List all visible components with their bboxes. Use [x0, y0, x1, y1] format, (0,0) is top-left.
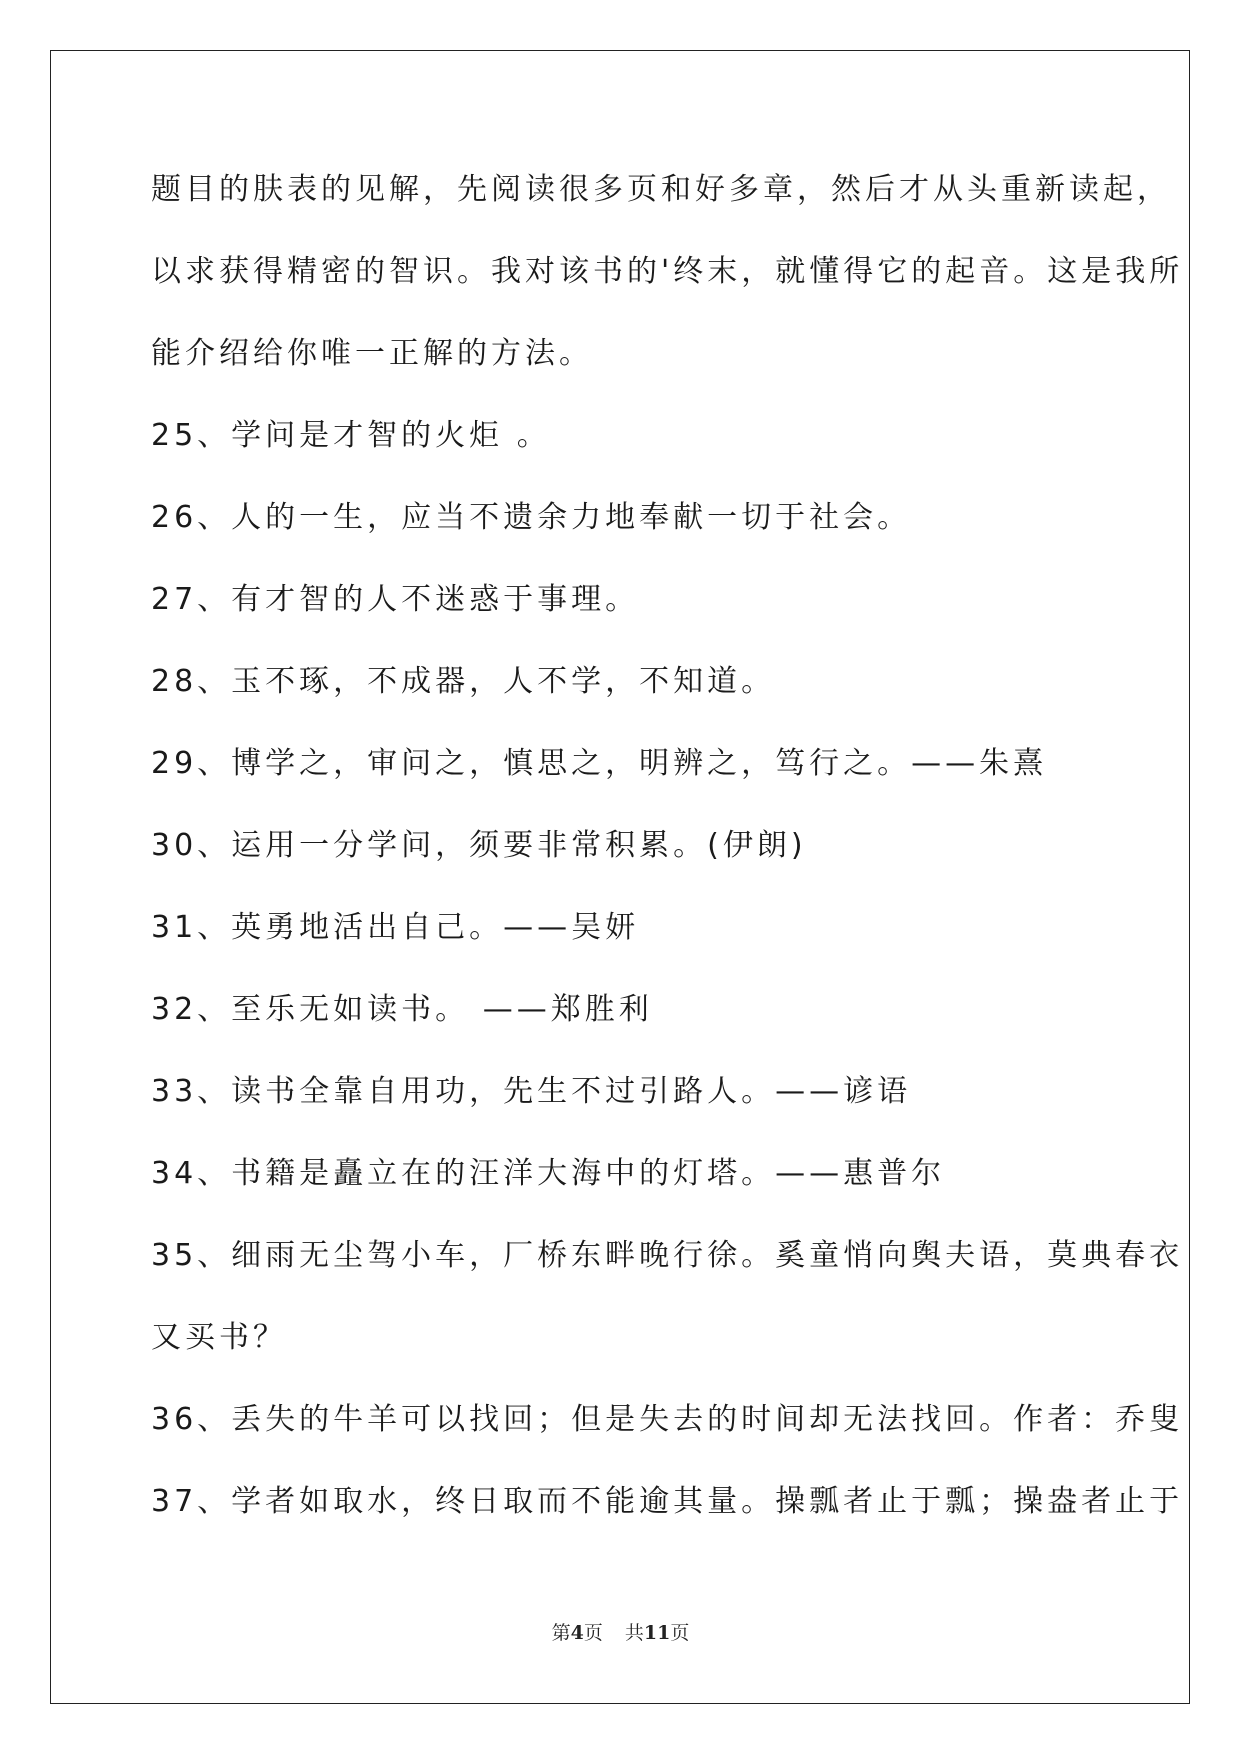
footer-prefix: 第 [551, 1622, 571, 1644]
quote-35-cont: 又买书？ [151, 1320, 287, 1355]
quote-25: 25、学问是才智的火炬 。 [151, 418, 551, 453]
quote-37: 37、学者如取水，终日取而不能逾其量。操瓢者止于瓢；操盎者止于 [151, 1484, 1184, 1519]
quote-26: 26、人的一生，应当不遗余力地奉献一切于社会。 [151, 500, 912, 535]
current-page-number: 4 [570, 1622, 584, 1644]
quote-34: 34、书籍是矗立在的汪洋大海中的灯塔。——惠普尔 [151, 1156, 946, 1191]
text-line: 以求获得精密的智识。我对该书的'终末，就懂得它的起音。这是我所 [151, 254, 1184, 289]
total-page-count: 11 [643, 1622, 671, 1644]
quote-31: 31、英勇地活出自己。——吴妍 [151, 910, 640, 945]
text-line: 题目的肤表的见解，先阅读很多页和好多章，然后才从头重新读起， [151, 172, 1171, 207]
document-body [151, 160, 1184, 1554]
page-footer [0, 1618, 1241, 1645]
quote-27: 27、有才智的人不迷惑于事理。 [151, 582, 640, 617]
footer-total-suffix: 页 [670, 1622, 690, 1644]
quote-36: 36、丢失的牛羊可以找回；但是失去的时间却无法找回。作者：乔叟 [151, 1402, 1184, 1437]
quote-29: 29、博学之，审问之，慎思之，明辨之，笃行之。——朱熹 [151, 746, 1048, 781]
quote-35: 35、细雨无尘驾小车，厂桥东畔晚行徐。奚童悄向舆夫语，莫典春衣 [151, 1238, 1184, 1273]
footer-page-suffix: 页 [583, 1622, 603, 1644]
quote-32: 32、至乐无如读书。 ——郑胜利 [151, 992, 653, 1027]
text-line: 能介绍给你唯一正解的方法。 [151, 336, 593, 371]
footer-total-prefix: 共 [624, 1622, 644, 1644]
quote-28: 28、玉不琢，不成器，人不学，不知道。 [151, 664, 776, 699]
quote-33: 33、读书全靠自用功，先生不过引路人。——谚语 [151, 1074, 912, 1109]
quote-30: 30、运用一分学问，须要非常积累。(伊朗) [151, 828, 807, 863]
